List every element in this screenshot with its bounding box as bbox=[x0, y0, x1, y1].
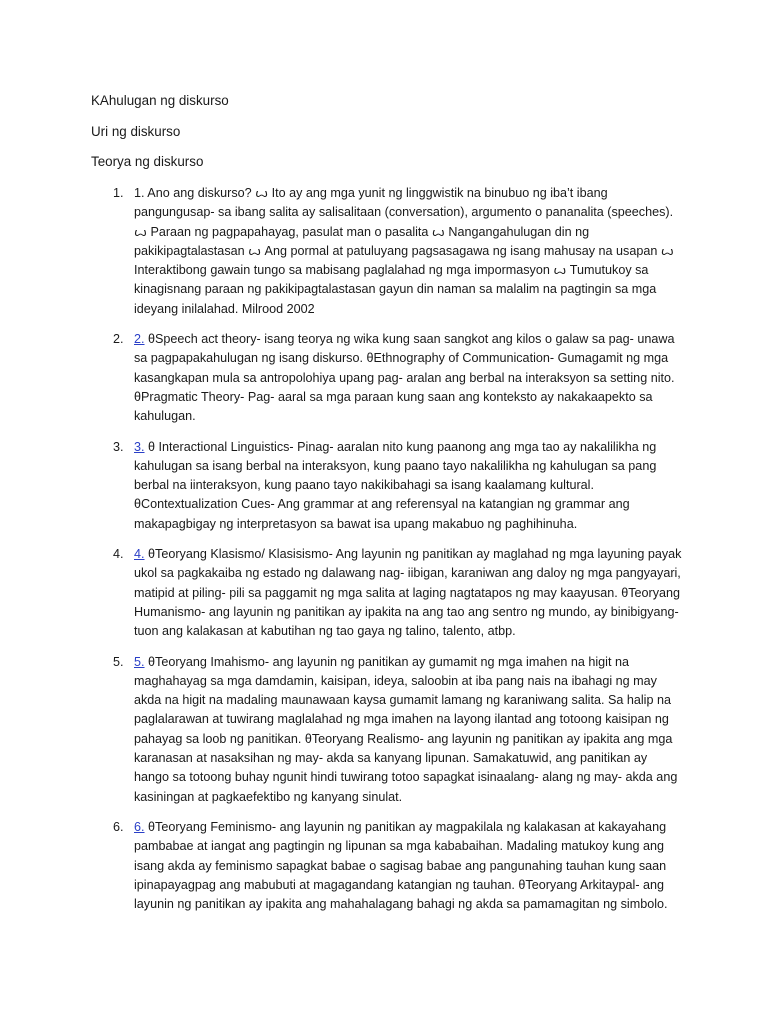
item-link-2[interactable]: 2. bbox=[134, 332, 145, 347]
list-item bbox=[91, 330, 684, 426]
item-link-5[interactable]: 5. bbox=[134, 654, 145, 669]
list-number: 6. bbox=[113, 819, 124, 834]
list-number: 3. bbox=[113, 439, 124, 454]
heading-kahulugan: KAhulugan ng diskurso bbox=[91, 93, 229, 108]
list-number: 2. bbox=[113, 332, 124, 347]
heading-uri: Uri ng diskurso bbox=[91, 123, 181, 139]
list-item bbox=[91, 184, 684, 319]
item-link-6[interactable]: 6. bbox=[134, 819, 145, 834]
heading-teorya: Teorya ng diskurso bbox=[91, 154, 204, 169]
list-number: 1. bbox=[113, 186, 124, 200]
list-item bbox=[91, 438, 684, 534]
list-item-text: θSpeech act theory- isang teorya ng wika kung saan sangkot ang kilos o galaw sa pag- unawa sa pagpapakahulugan ng isang diskurso. θEthnography of Communication- Gumagamit ng mga kasangkapan mula sa antropolohiya upang pag- aralan ang berbal na interaksyon sa setting nito. θPragmatic Theory- Pag- aaral sa mga paraan kung saan ang konteksto ay nakakaapekto sa kahulugan. bbox=[134, 332, 675, 424]
item-link-4[interactable]: 4. bbox=[134, 547, 145, 562]
list-number: 4. bbox=[113, 547, 124, 562]
list-item bbox=[91, 545, 684, 641]
list-item bbox=[91, 653, 684, 807]
item-link-3[interactable]: 3. bbox=[134, 439, 145, 454]
list-item bbox=[91, 818, 684, 914]
list-item-text: θTeoryang Feminismo- ang layunin ng panitikan ay magpakilala ng kalakasan at kakayahang pambabae at iangat ang pagtingin ng lipunan sa mga kababaihan. Madaling matukoy kung ang isang akda ay feminismo sapagkat babae o sagisag babae ang pangunahing tauhan kung saan ipinapayagpag ang mabubuti at magagandang katangian ng tauhan. θTeoryang Arkitaypal- ang layunin ng panitikan ay ipakita ang mahahalagang bahagi ng akda sa pamamagitan ng simbolo. bbox=[134, 819, 668, 912]
list-item-text: 1. Ano ang diskurso? ꙍ Ito ay ang mga yunit ng linggwistik na binubuo ng iba’t ibang pangungusap- sa ibang salita ay salisalitaan (conversation), argumento o pananalita (speeches). ꙍ Paraan ng pagpapahayag, pasulat man o pasalita ꙍ Nangangahulugan din ng pakikipagtalastasan ꙍ Ang pormal at patuluyang pagsasagawa ng isang mahusay na usapan ꙍ Interaktibong gawain tungo sa mabisang paglalahad ng mga impormasyon ꙍ Tumutukoy sa kinagisnang paraan ng pakikipagtalastasan gayun din naman sa malalim na pagtingin sa mga ideyang inilalahad. Milrood 2002 bbox=[134, 186, 674, 316]
list-number: 5. bbox=[113, 654, 124, 669]
list-item-text: θTeoryang Klasismo/ Klasisismo- Ang layunin ng panitikan ay maglahad ng mga layuning payak ukol sa pagkakaiba ng estado ng dalawang nag- iibigan, karaniwan ang daloy ng mga pangyayari, matipid at piling- pili sa paggamit ng mga salita at laging nagtatapos ng may kaayusan. θTeoryang Humanismo- ang layunin ng panitikan ay ipakita na ang tao ang sentro ng mundo, ay binibigyang- tuon ang kalakasan at kabutihan ng tao gaya ng talino, talento, atbp. bbox=[134, 547, 682, 639]
list-item-text: θTeoryang Imahismo- ang layunin ng panitikan ay gumamit ng mga imahen na higit na maghahayag sa mga damdamin, kaisipan, ideya, saloobin at iba pang nais na ibahagi ng may akda na higit na madaling maunawaan kaysa gumamit lamang ng karaniwang salita. Sa halip na paglalarawan at tuwirang maglalahad ng mga imahen na layong ilantad ang totoong kaisipan ng pahayag sa loob ng panitikan. θTeoryang Realismo- ang layunin ng panitikan ay ipakita ang mga karanasan at nasaksihan ng may- akda sa kanyang lipunan. Samakatuwid, ang panitikan ay hango sa totoong buhay ngunit hindi tuwirang totoo sapagkat isinaalang- alang ng may- akda ang kasiningan at pagkaefektibo ng kanyang sinulat. bbox=[134, 654, 678, 804]
list-item-text: θ Interactional Linguistics- Pinag- aaralan nito kung paanong ang mga tao ay nakalilikha ng kahulugan sa isang berbal na interaksyon, kung paano tayo nakalilikha ng kahulugan sa pang berbal na iinteraksyon, kung paano tayo nakikibahagi sa isang kaalamang kultural. θContextualization Cues- Ang grammar at ang referensyal na katangian ng grammar ang makapagbigay ng interpretasyon sa bawat isa upang makabuo ng paghihinuha. bbox=[134, 439, 657, 531]
discourse-list bbox=[91, 184, 684, 914]
